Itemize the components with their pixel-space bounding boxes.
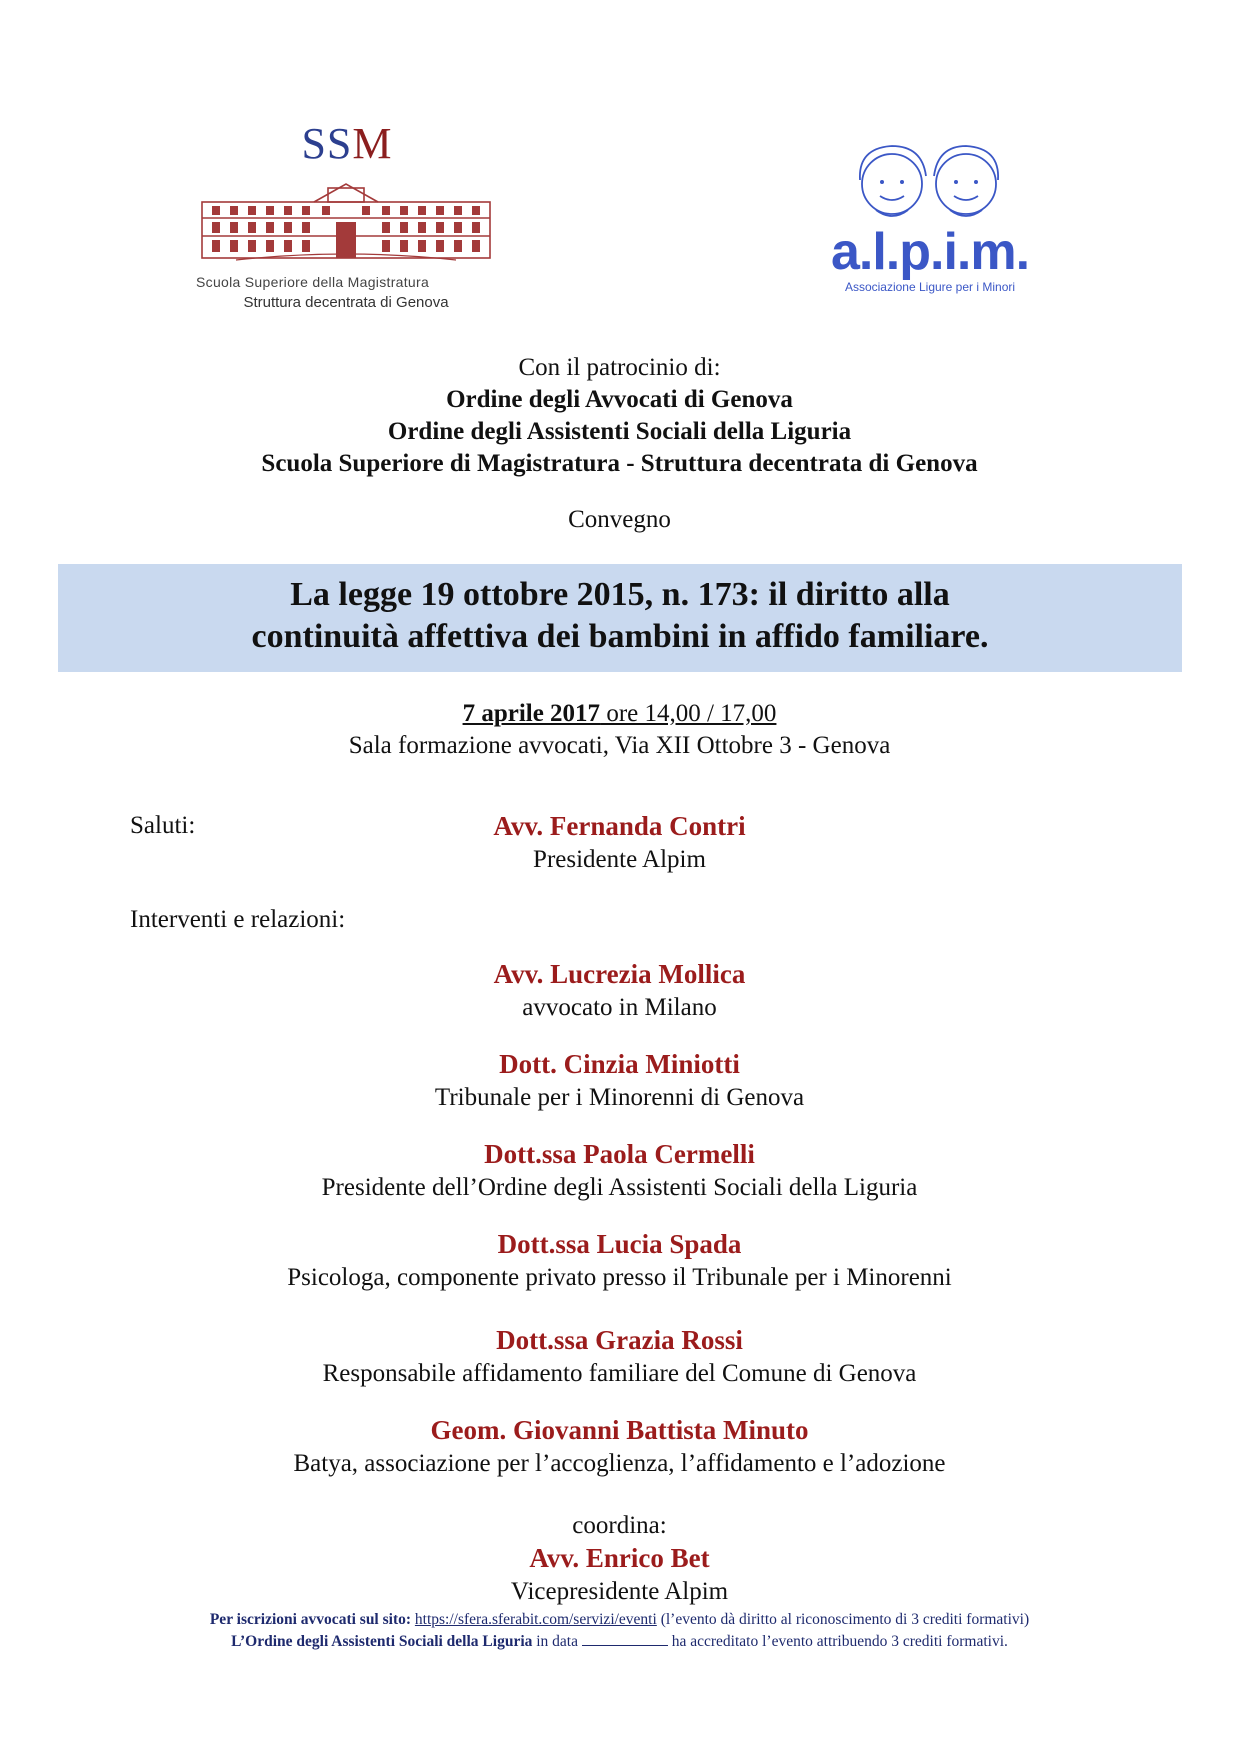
- date-blank: [582, 1631, 668, 1646]
- speaker-name: Avv. Fernanda Contri: [493, 811, 746, 841]
- children-faces-icon: [840, 140, 1020, 226]
- alpim-subtitle: Associazione Ligure per i Minori: [844, 280, 1016, 294]
- footer-registration-label: Per iscrizioni avvocati sul sito:: [209, 1611, 415, 1628]
- speaker-name: Avv. Lucrezia Mollica: [493, 959, 746, 989]
- registration-link[interactable]: https://sfera.sferabit.com/servizi/eventi: [414, 1611, 657, 1628]
- speaker-name: Dott.ssa Paola Cermelli: [484, 1139, 755, 1169]
- coordinator-role: Vicepresidente Alpim: [510, 1578, 729, 1605]
- speaker-role: Presidente Alpim: [533, 846, 706, 873]
- event-venue: Sala formazione avvocati, Via XII Ottobre 3 - Genova: [348, 732, 891, 759]
- speaker-role: Responsabile affidamento familiare del Comune di Genova: [322, 1360, 917, 1387]
- coordinator-name: Avv. Enrico Bet: [529, 1543, 710, 1573]
- speaker-name: Geom. Giovanni Battista Minuto: [430, 1415, 809, 1445]
- ssm-name: Scuola Superiore della Magistratura: [196, 274, 430, 290]
- alpim-wordmark: a.l.p.i.m.: [830, 223, 1030, 281]
- ssm-logo: [196, 118, 496, 318]
- speaker-role: Psicologa, componente privato presso il Tribunale per i Minorenni: [287, 1264, 952, 1291]
- footer-accreditation-note: ha accreditato l’evento attribuendo 3 crediti formativi.: [667, 1633, 1008, 1650]
- speaker-name: Dott.ssa Grazia Rossi: [496, 1325, 743, 1355]
- footer-registration: [0, 1609, 1239, 1631]
- talks-label: Interventi e relazioni:: [130, 906, 346, 933]
- patronage-line: Scuola Superiore di Magistratura - Struttura decentrata di Genova: [261, 450, 978, 477]
- greetings-label: Saluti:: [130, 812, 196, 839]
- coordinator-label: coordina:: [572, 1512, 667, 1539]
- patronage-intro: Con il patrocinio di:: [518, 354, 721, 381]
- ssm-subtitle: Struttura decentrata di Genova: [243, 294, 449, 311]
- speaker-name: Dott.ssa Lucia Spada: [497, 1229, 742, 1259]
- ssm-letters: SSM: [301, 119, 393, 168]
- event-datetime: [0, 698, 1239, 730]
- title-band: [58, 564, 1182, 672]
- alpim-logo: [820, 140, 1040, 300]
- footer-order-name: L’Ordine degli Assistenti Sociali della Liguria: [231, 1633, 533, 1650]
- patronage-line: Ordine degli Avvocati di Genova: [446, 386, 793, 413]
- speaker-name: Dott. Cinzia Miniotti: [499, 1049, 740, 1079]
- footer-date-label: in data: [532, 1633, 582, 1650]
- palace-illustration: [196, 178, 496, 262]
- patronage-line: Ordine degli Assistenti Sociali della Liguria: [387, 418, 852, 445]
- speaker-role: avvocato in Milano: [522, 994, 717, 1021]
- footer-credits-note: (l’evento dà diritto al riconoscimento di 3 crediti formativi): [656, 1611, 1030, 1628]
- event-type: Convegno: [568, 506, 671, 533]
- speaker-role: Batya, associazione per l’accoglienza, l’affidamento e l’adozione: [293, 1450, 946, 1477]
- title-line-2: continuità affettiva dei bambini in affido familiare.: [251, 618, 989, 655]
- title-line-1: La legge 19 ottobre 2015, n. 173: il diritto alla: [290, 576, 950, 613]
- footer-accreditation: [0, 1631, 1239, 1653]
- speaker-role: Tribunale per i Minorenni di Genova: [434, 1084, 805, 1111]
- event-time: ore 14,00 / 17,00: [600, 700, 777, 727]
- speaker-role: Presidente dell’Ordine degli Assistenti Sociali della Liguria: [321, 1174, 918, 1201]
- event-date: 7 aprile 2017: [462, 700, 601, 727]
